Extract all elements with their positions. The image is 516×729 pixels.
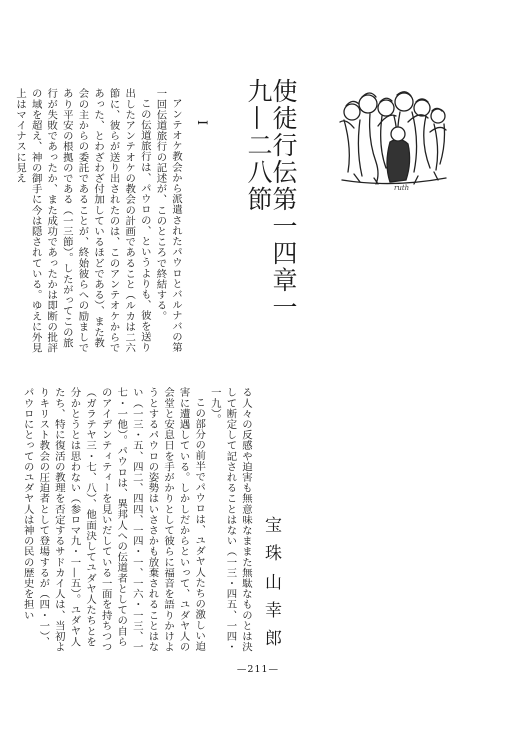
author-char: 宝: [261, 516, 281, 533]
paragraph: る人々の反感や迫害も無意味なままた無駄なものとは決して断定して記されることはない（一三・四五、一四・一九）。: [208, 387, 252, 652]
section-mark: I: [194, 120, 209, 126]
author-name: [262, 516, 279, 646]
paragraph: この部分の前半でパウロは、ユダヤ人たちの激しい迫害に遭遇している。しかしだからといって、ユダヤ人の会堂と安息日を手がかりとして彼らに福音を語りかけようとするパウロの姿勢はいささかも放棄されることはない（一三・五、四二、四四、一四・一、一六・一三、一七・一他）。パウロは、異邦人への伝道者としての自らのアイデンティティーを見いだしている一面を持ちつつ（ガラテヤ三・七、八）、他面決してユダヤ人たちとを分かとうとは思わない（参ロマ九・一—五）。ユダヤ人たち、特に復活の教理を否定するサドカイ人は、当初よりキリスト教会の圧迫者として登場するが（四・一）、パウロにとってのユダヤ人は神の民の歴史を担い: [21, 387, 206, 652]
people-crowd-sketch-icon: [334, 82, 452, 194]
page-number: —211—: [236, 664, 280, 675]
crowd-sketch-svg: [334, 82, 452, 194]
body-text-lower: [21, 387, 253, 654]
paragraph: この伝道旅行は、パウロの、というよりも、彼を送り出したアンテオケの教会の計画であること（ルカは二六節に、彼らが送り出されたのは、このアンテオケからであった、とわざわざ付加しているほどである）、また教会の主からの委託であることが、終始彼らへの励ましであり平安の根拠のである（一三節）。したがってこの旅行が失敗であったか、また成功であったかは即断の批評の域を超え、神の御手に今は隠されている。ゆえに外見上はマイナスに見え: [14, 88, 151, 353]
illustration-caption: ruth: [394, 184, 410, 192]
author-char: 山: [261, 572, 281, 590]
paragraph: アンテオケ教会から派遣されたパウロとバルナバの第一回伝道旅行の記述が、このところで終結する。: [154, 88, 182, 353]
body-text-upper: [14, 88, 183, 354]
author-char: 珠: [261, 544, 281, 562]
author-char: 郎: [261, 629, 281, 646]
article-title: 使徒行伝第一四章一九—二八節: [244, 78, 298, 321]
author-char: 幸: [261, 600, 281, 618]
